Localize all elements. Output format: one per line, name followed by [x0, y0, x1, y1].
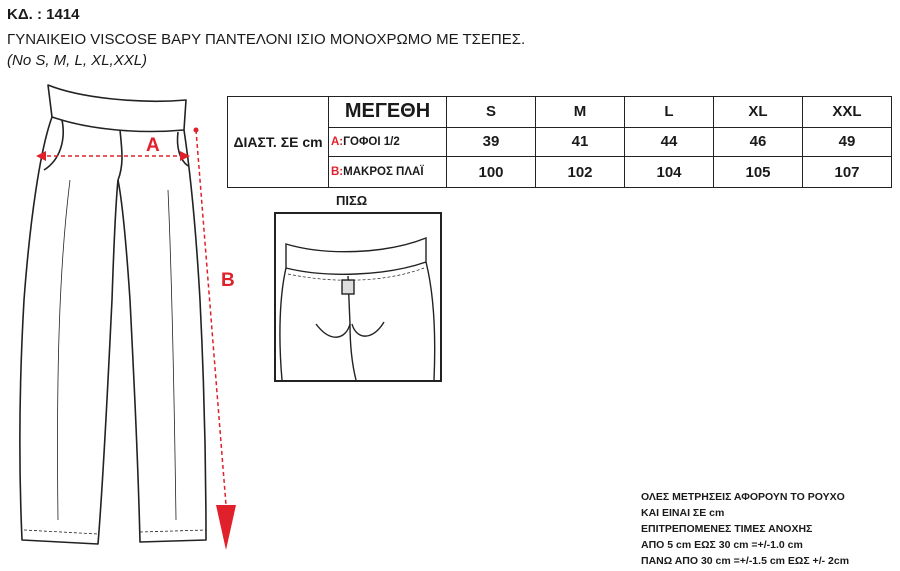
row-label-cell: ΔΙΑΣΤ. ΣΕ cm [228, 97, 329, 188]
back-view-label: ΠΙΣΩ [336, 193, 368, 208]
note-line: ΚΑΙ ΕΙΝΑΙ ΣΕ cm [641, 507, 725, 519]
label-b: B [221, 270, 235, 291]
waistband-outline [48, 85, 186, 131]
product-code: ΚΔ. : 1414 [7, 6, 80, 23]
table-cell: 105 [714, 157, 803, 188]
table-cell: 44 [625, 127, 714, 157]
table-cell: 49 [803, 127, 892, 157]
fly-line [118, 130, 122, 180]
note-line: ΠΑΝΩ ΑΠΟ 30 cm =+/-1.5 cm ΕΩΣ +/- 2cm [641, 555, 850, 567]
note-line: ΟΛΕΣ ΜΕΤΡΗΣΕΙΣ ΑΦΟΡΟΥΝ ΤΟ ΡΟΥΧΟ [641, 491, 845, 503]
size-header-s: S [447, 97, 536, 128]
marker-b: B: [331, 166, 344, 179]
size-range: (No S, M, L, XL,XXL) [7, 52, 148, 69]
measurement-name-a [329, 127, 447, 157]
measurement-name-b [329, 157, 447, 188]
left-leg-outline [20, 117, 118, 544]
size-header-xl: XL [714, 97, 803, 128]
measurement-notes [641, 489, 849, 569]
table-cell: 104 [625, 157, 714, 188]
marker-a: A: [331, 135, 344, 148]
label-a: A [146, 135, 160, 156]
left-pocket [44, 120, 63, 170]
note-line: ΕΠΙΤΡΕΠΟΜΕΝΕΣ ΤΙΜΕΣ ΑΝΟΧΗΣ [641, 523, 813, 535]
table-cell: 41 [536, 127, 625, 157]
table-cell: 102 [536, 157, 625, 188]
measurement-label: ΜΑΚΡΟΣ ΠΛΑΪ [343, 166, 424, 179]
front-trousers-sketch [0, 0, 250, 571]
size-header-l: L [625, 97, 714, 128]
table-cell: 107 [803, 157, 892, 188]
measurement-label: ΓΟΦΟΙ 1/2 [343, 135, 400, 148]
back-trousers-sketch [276, 214, 440, 380]
product-description: ΓΥΝΑΙΚΕΙΟ VISCOSE ΒΑΡΥ ΠΑΝΤΕΛΟΝΙ ΙΣΙΟ ΜΟΝΟΧΡΩΜΟ ΜΕ ΤΣΕΠΕΣ. [7, 31, 526, 48]
back-view-box [274, 212, 442, 382]
size-header-xxl: XXL [803, 97, 892, 128]
size-header-m: M [536, 97, 625, 128]
table-cell: 39 [447, 127, 536, 157]
table-cell: 100 [447, 157, 536, 188]
table-cell: 46 [714, 127, 803, 157]
right-leg-outline [118, 130, 206, 542]
note-line: ΑΠΟ 5 cm ΕΩΣ 30 cm =+/-1.0 cm [641, 539, 803, 551]
table-header: ΜΕΓΕΘΗ [329, 97, 447, 128]
measurement-b [194, 128, 237, 551]
size-chart-table [227, 96, 892, 188]
